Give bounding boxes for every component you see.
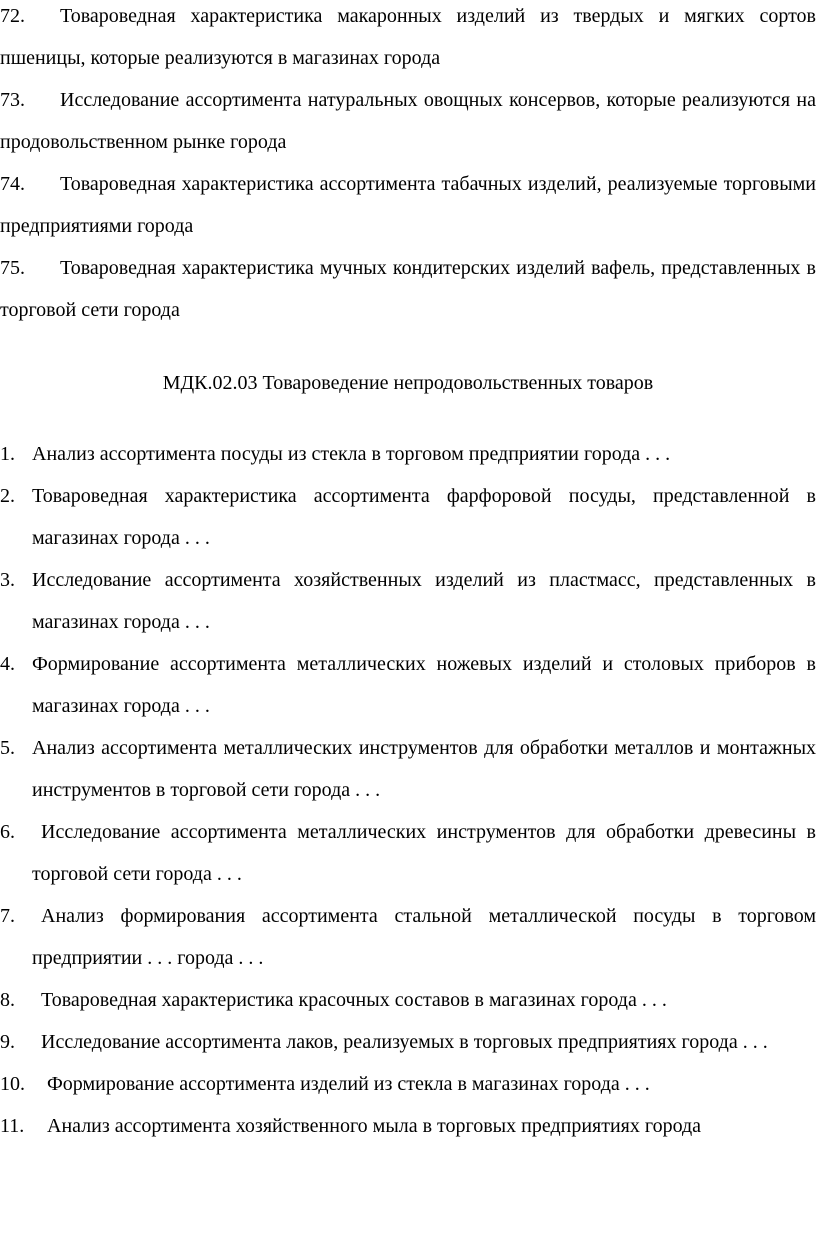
topic-item — [0, 163, 816, 247]
list-text: Исследование ассортимента лаков, реализуемых в торговых предприятиях города . . . — [41, 1031, 768, 1053]
list-item — [0, 979, 816, 1021]
section-heading: МДК.02.03 Товароведение непродовольственных товаров — [162, 372, 654, 394]
list-text: Исследование ассортимента хозяйственных изделий из пластмасс, представленных в магазинах города . . . — [32, 569, 816, 633]
list-item — [0, 1063, 816, 1105]
list-item — [0, 1021, 816, 1063]
list-item — [0, 559, 816, 643]
list-text: Исследование ассортимента металлических инструментов для обработки древесины в торговой сети города . . . — [32, 821, 816, 885]
list-number: 3. — [0, 569, 15, 591]
list-number: 9. — [0, 1031, 15, 1053]
list-text: Анализ ассортимента хозяйственного мыла в торговых предприятиях города — [47, 1115, 702, 1137]
list-item — [0, 1105, 816, 1147]
topic-text: Товароведная характеристика ассортимента табачных изделий, реализуемые торговыми предприятиями города — [0, 173, 816, 237]
topic-text: Товароведная характеристика макаронных изделий из твердых и мягких сортов пшеницы, которые реализуются в магазинах города — [0, 5, 816, 69]
list-item — [0, 475, 816, 559]
list-item — [0, 895, 816, 979]
list-text: Товароведная характеристика красочных составов в магазинах города . . . — [41, 989, 667, 1011]
list-number: 10. — [0, 1073, 25, 1095]
topic-text: Исследование ассортимента натуральных овощных консервов, которые реализуются на продовольственном рынке города — [0, 89, 816, 153]
list-number: 1. — [0, 443, 15, 465]
topic-list-numbered — [0, 433, 816, 1147]
list-number: 2. — [0, 485, 15, 507]
topic-number: 73. — [0, 89, 25, 111]
topic-item — [0, 0, 816, 79]
topic-number: 72. — [0, 5, 25, 27]
topic-item — [0, 247, 816, 331]
list-text: Анализ ассортимента посуды из стекла в торговом предприятии города . . . — [32, 443, 671, 465]
list-text: Формирование ассортимента изделий из стекла в магазинах города . . . — [47, 1073, 650, 1095]
list-item — [0, 811, 816, 895]
list-number: 11. — [0, 1115, 25, 1137]
list-item — [0, 727, 816, 811]
list-item — [0, 643, 816, 727]
list-number: 4. — [0, 653, 15, 675]
topic-number: 74. — [0, 173, 25, 195]
list-item — [0, 433, 816, 475]
list-text: Анализ формирования ассортимента стальной металлической посуды в торговом предприятии . . . города . . . — [32, 905, 816, 969]
list-text: Формирование ассортимента металлических ножевых изделий и столовых приборов в магазинах города . . . — [32, 653, 816, 717]
topic-number: 75. — [0, 257, 25, 279]
topic-item — [0, 79, 816, 163]
list-number: 7. — [0, 905, 15, 927]
list-number: 8. — [0, 989, 15, 1011]
list-number: 6. — [0, 821, 15, 843]
topic-text: Товароведная характеристика мучных кондитерских изделий вафель, представленных в торговой сети города — [0, 257, 816, 321]
list-text: Анализ ассортимента металлических инструментов для обработки металлов и монтажных инструментов в торговой сети города . . . — [32, 737, 816, 801]
list-text: Товароведная характеристика ассортимента фарфоровой посуды, представленной в магазинах города . . . — [32, 485, 816, 549]
topic-list-continued — [0, 0, 816, 331]
list-number: 5. — [0, 737, 15, 759]
